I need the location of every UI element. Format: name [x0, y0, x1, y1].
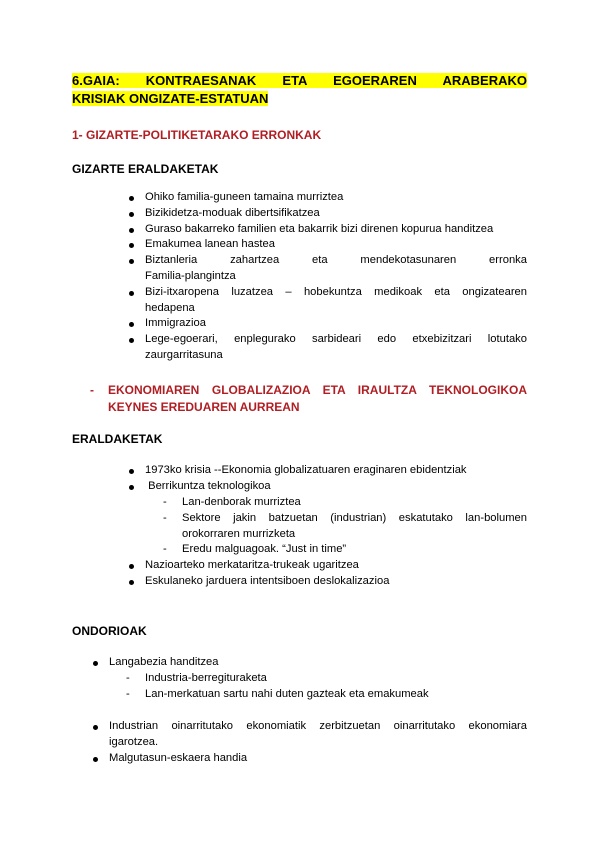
- sublist-item: [182, 511, 527, 543]
- list-item: Berrikuntza teknologikoa: [145, 479, 527, 495]
- heading-line: EKONOMIAREN GLOBALIZAZIOA ETA IRAULTZA TEKNOLOGIKOA: [108, 383, 527, 397]
- list-item: [145, 253, 527, 285]
- list-item-line: hedapena: [145, 301, 195, 314]
- social-changes-list: [145, 190, 527, 364]
- list-item: [109, 719, 527, 751]
- unemployment-sublist: [145, 671, 527, 703]
- list-item: Malgutasun-eskaera handia: [109, 751, 527, 767]
- title-line-2: KRISIAK ONGIZATE-ESTATUAN: [72, 91, 269, 106]
- list-item: 1973ko krisia --Ekonomia globalizatuaren eraginaren ebidentziak: [145, 463, 527, 479]
- section-heading-globalization: [90, 382, 527, 416]
- sublist-item-line: - Sektore jakin batzuetan (industrian) eskatutako lan-bolumen: [182, 511, 527, 524]
- list-item: Emakumea lanean hastea: [145, 237, 527, 253]
- page-title: [72, 72, 527, 108]
- subheading-transformations: ERALDAKETAK: [72, 432, 163, 446]
- sublist-item-line: orokorraren murrizketa: [182, 527, 296, 540]
- list-item-line: igarotzea.: [109, 735, 159, 748]
- list-item-line: Lege-egoerari, enplegurako sarbideari edo etxebizitzari lotutako: [145, 333, 527, 346]
- list-item: Langabezia handitzea: [109, 655, 527, 671]
- heading-dash: -: [90, 383, 94, 397]
- list-item: [145, 332, 527, 364]
- transformations-list-continued: [145, 558, 527, 590]
- subheading-consequences: ONDORIOAK: [72, 624, 147, 638]
- sublist-item: - Eredu malguagoak. “Just in time”: [182, 542, 527, 558]
- sublist-item: - Industria-berregituraketa: [145, 671, 527, 687]
- list-item-line: Biztanleria zahartzea eta mendekotasunaren erronka: [145, 254, 527, 267]
- sublist-item: - Lan-denborak murriztea: [182, 495, 527, 511]
- sublist-item: - Lan-merkatuan sartu nahi duten gazteak eta emakumeak: [145, 687, 527, 703]
- list-item: Bizikidetza-moduak dibertsifikatzea: [145, 206, 527, 222]
- heading-line: KEYNES EREDUAREN AURREAN: [108, 400, 300, 414]
- consequences-list: [109, 655, 527, 671]
- title-line-1: 6.GAIA: KONTRAESANAK ETA EGOERAREN ARABERAKO: [72, 73, 527, 88]
- list-item: Guraso bakarreko familien eta bakarrik bizi direnen kopurua handitzea: [145, 222, 527, 238]
- consequences-list-continued: [109, 719, 527, 766]
- section-heading-challenges: 1- GIZARTE-POLITIKETARAKO ERRONKAK: [72, 128, 322, 142]
- subheading-social-changes: GIZARTE ERALDAKETAK: [72, 162, 219, 176]
- technology-sublist: [182, 495, 527, 558]
- list-item-line: Familia-plangintza: [145, 269, 236, 282]
- transformations-list: [145, 463, 527, 495]
- list-item: Eskulaneko jarduera intentsiboen deslokalizazioa: [145, 574, 527, 590]
- list-item: Nazioarteko merkataritza-trukeak ugaritzea: [145, 558, 527, 574]
- list-item-line: Industrian oinarritutako ekonomiatik zerbitzuetan oinarritutako ekonomiara: [109, 720, 527, 732]
- list-item: Ohiko familia-guneen tamaina murriztea: [145, 190, 527, 206]
- list-item-line: Bizi-itxaropena luzatzea – hobekuntza medikoak eta ongizatearen: [145, 285, 527, 298]
- list-item: Immigrazioa: [145, 316, 527, 332]
- list-item-line: zaurgarritasuna: [145, 348, 223, 361]
- list-item: [145, 285, 527, 317]
